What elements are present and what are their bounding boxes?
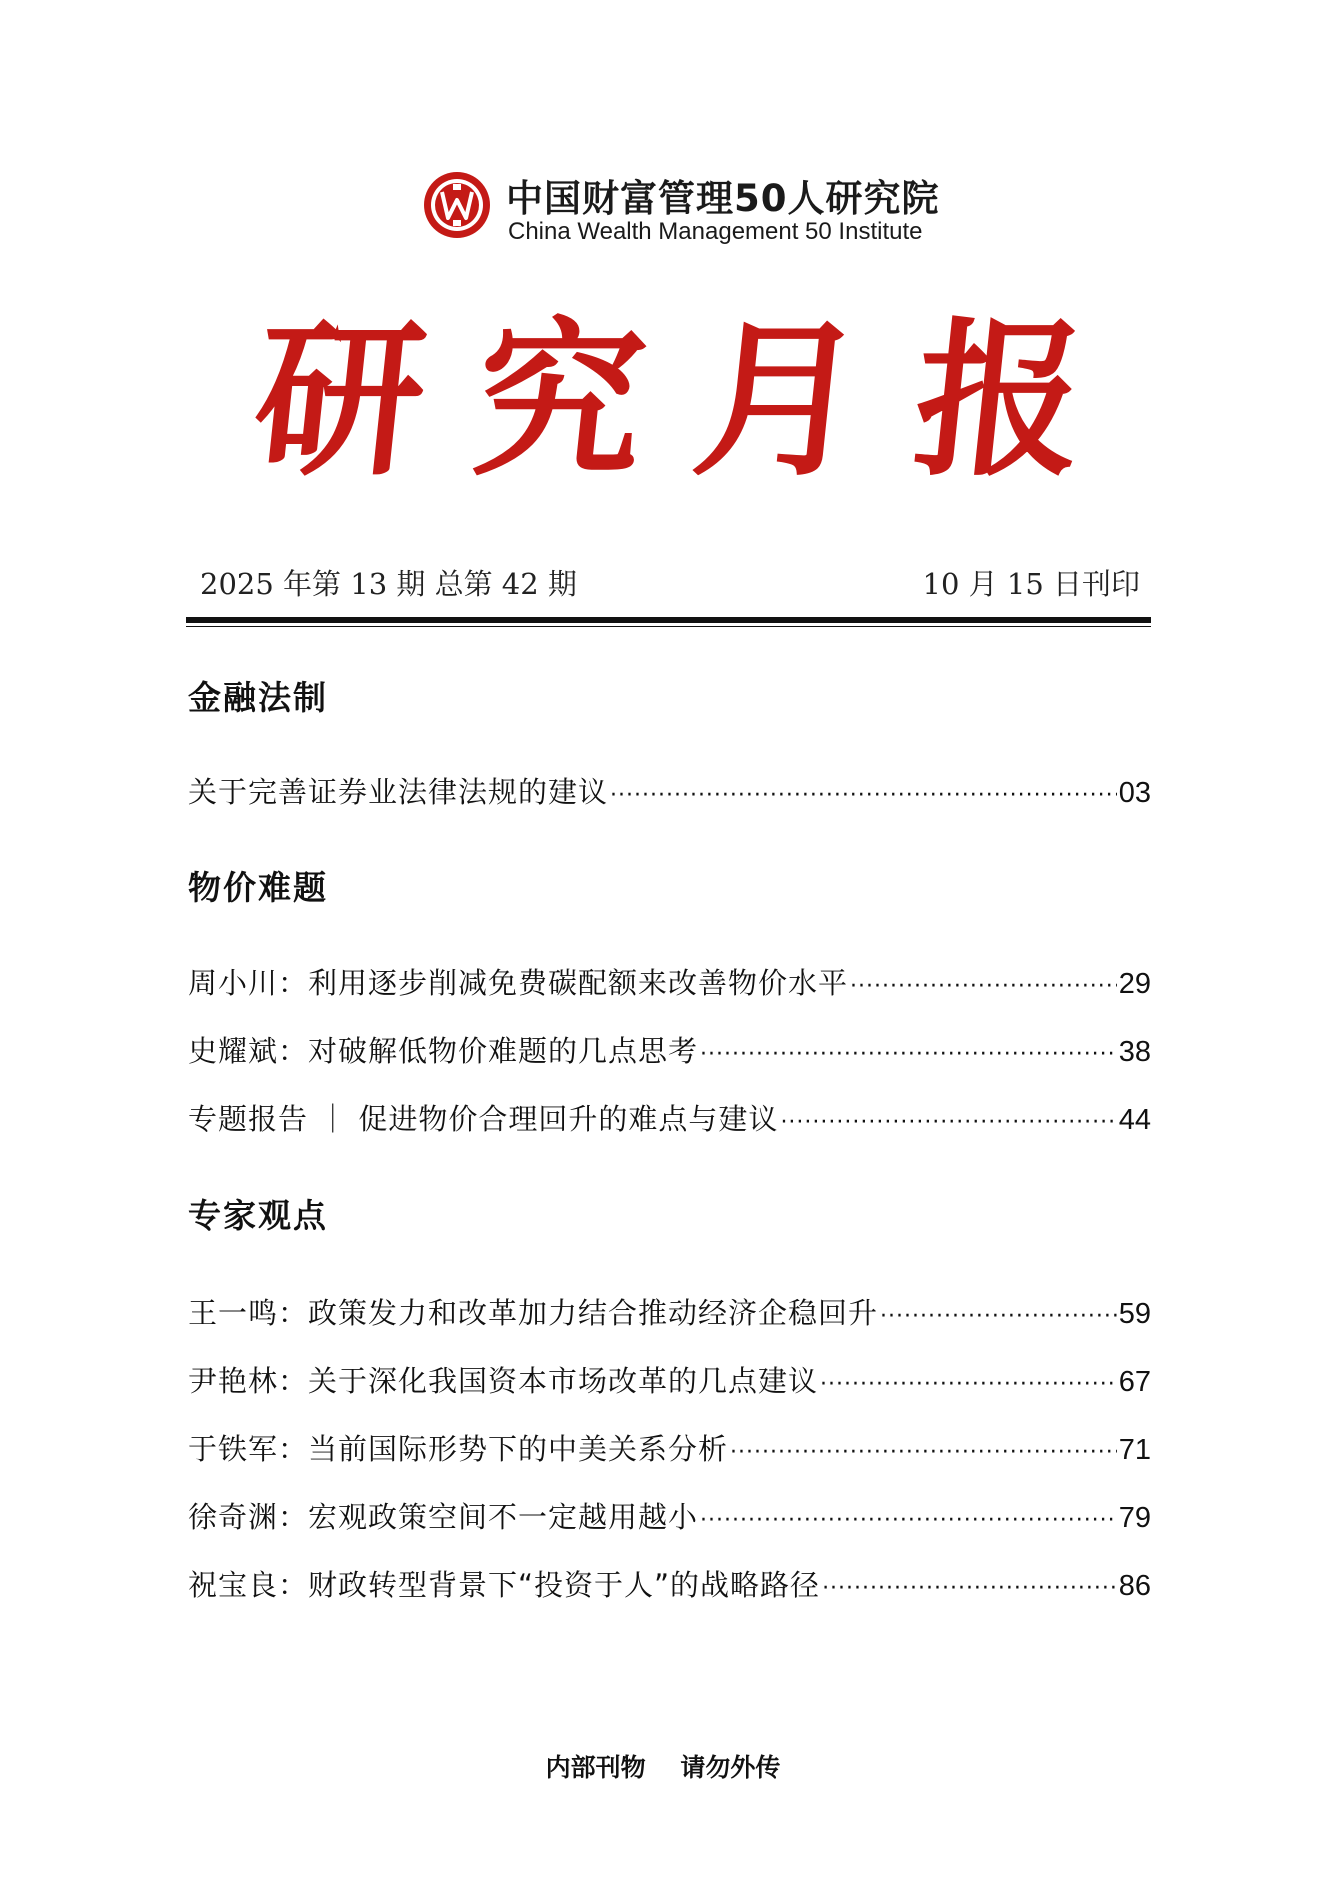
footer-note: 内部刊物 请勿外传 [545, 1753, 781, 1782]
toc-leader [610, 783, 1117, 808]
toc-entry[interactable] [188, 1097, 1151, 1137]
toc-entry-title: 周小川：利用逐步削减免费碳配额来改善物价水平 [188, 966, 849, 1000]
toc-entry-page: 79 [1118, 1502, 1151, 1534]
section-title: 专家观点 [188, 1196, 328, 1235]
toc-entry[interactable] [188, 1291, 1151, 1331]
toc-leader [700, 1042, 1117, 1067]
toc-leader [880, 1304, 1117, 1329]
toc-entry-page: 03 [1118, 777, 1151, 809]
toc-leader [850, 974, 1117, 999]
toc-leader [730, 1440, 1117, 1465]
toc-entry-title: 尹艳林：关于深化我国资本市场改革的几点建议 [188, 1364, 819, 1398]
toc-entry-page: 29 [1118, 968, 1151, 1000]
toc-leader [820, 1372, 1117, 1397]
toc-entry-page: 71 [1118, 1434, 1151, 1466]
toc-entry[interactable] [188, 1427, 1151, 1467]
toc-entry-page: 86 [1118, 1570, 1151, 1602]
title-char: 究 [465, 301, 655, 499]
toc-entry[interactable] [188, 1029, 1151, 1069]
toc-entry-title: 于铁军：当前国际形势下的中美关系分析 [188, 1432, 729, 1466]
toc-leader [780, 1110, 1116, 1135]
toc-entry-page: 67 [1118, 1366, 1151, 1398]
cwm50-seal-icon [422, 170, 492, 240]
toc-entry[interactable] [188, 770, 1151, 810]
toc-entry-page: 59 [1118, 1298, 1151, 1330]
toc-entry-title: 专题报告 ｜ 促进物价合理回升的难点与建议 [188, 1102, 779, 1136]
print-date: 10 月 15 日刊印 [922, 567, 1140, 601]
header-rule-thin [186, 626, 1151, 627]
toc-entry-title: 史耀斌：对破解低物价难题的几点思考 [188, 1034, 699, 1068]
title-char: 研 [245, 301, 435, 499]
publication-title [245, 300, 1095, 500]
toc-entry-page: 44 [1118, 1104, 1151, 1136]
title-char: 月 [685, 301, 875, 499]
toc-leader [822, 1576, 1117, 1601]
toc-entry[interactable] [188, 961, 1151, 1001]
institute-logo [422, 168, 942, 248]
toc-entry[interactable] [188, 1563, 1151, 1603]
org-name-en: China Wealth Management 50 Institute [508, 218, 923, 245]
toc-entry-title: 祝宝良：财政转型背景下“投资于人”的战略路径 [188, 1568, 821, 1602]
org-name-cn: 中国财富管理50人研究院 [506, 177, 940, 220]
toc-entry[interactable] [188, 1359, 1151, 1399]
toc-entry[interactable] [188, 1495, 1151, 1535]
toc-entry-title: 王一鸣：政策发力和改革加力结合推动经济企稳回升 [188, 1296, 879, 1330]
section-title: 物价难题 [188, 868, 328, 907]
toc-entry-title: 关于完善证券业法律法规的建议 [188, 775, 609, 809]
issue-number: 2025 年第 13 期 总第 42 期 [200, 567, 577, 601]
title-char: 报 [905, 301, 1095, 499]
toc-entry-title: 徐奇渊：宏观政策空间不一定越用越小 [188, 1500, 699, 1534]
toc-entry-page: 38 [1118, 1036, 1151, 1068]
toc-leader [700, 1508, 1117, 1533]
header-rule [186, 617, 1151, 623]
section-title: 金融法制 [188, 678, 328, 717]
